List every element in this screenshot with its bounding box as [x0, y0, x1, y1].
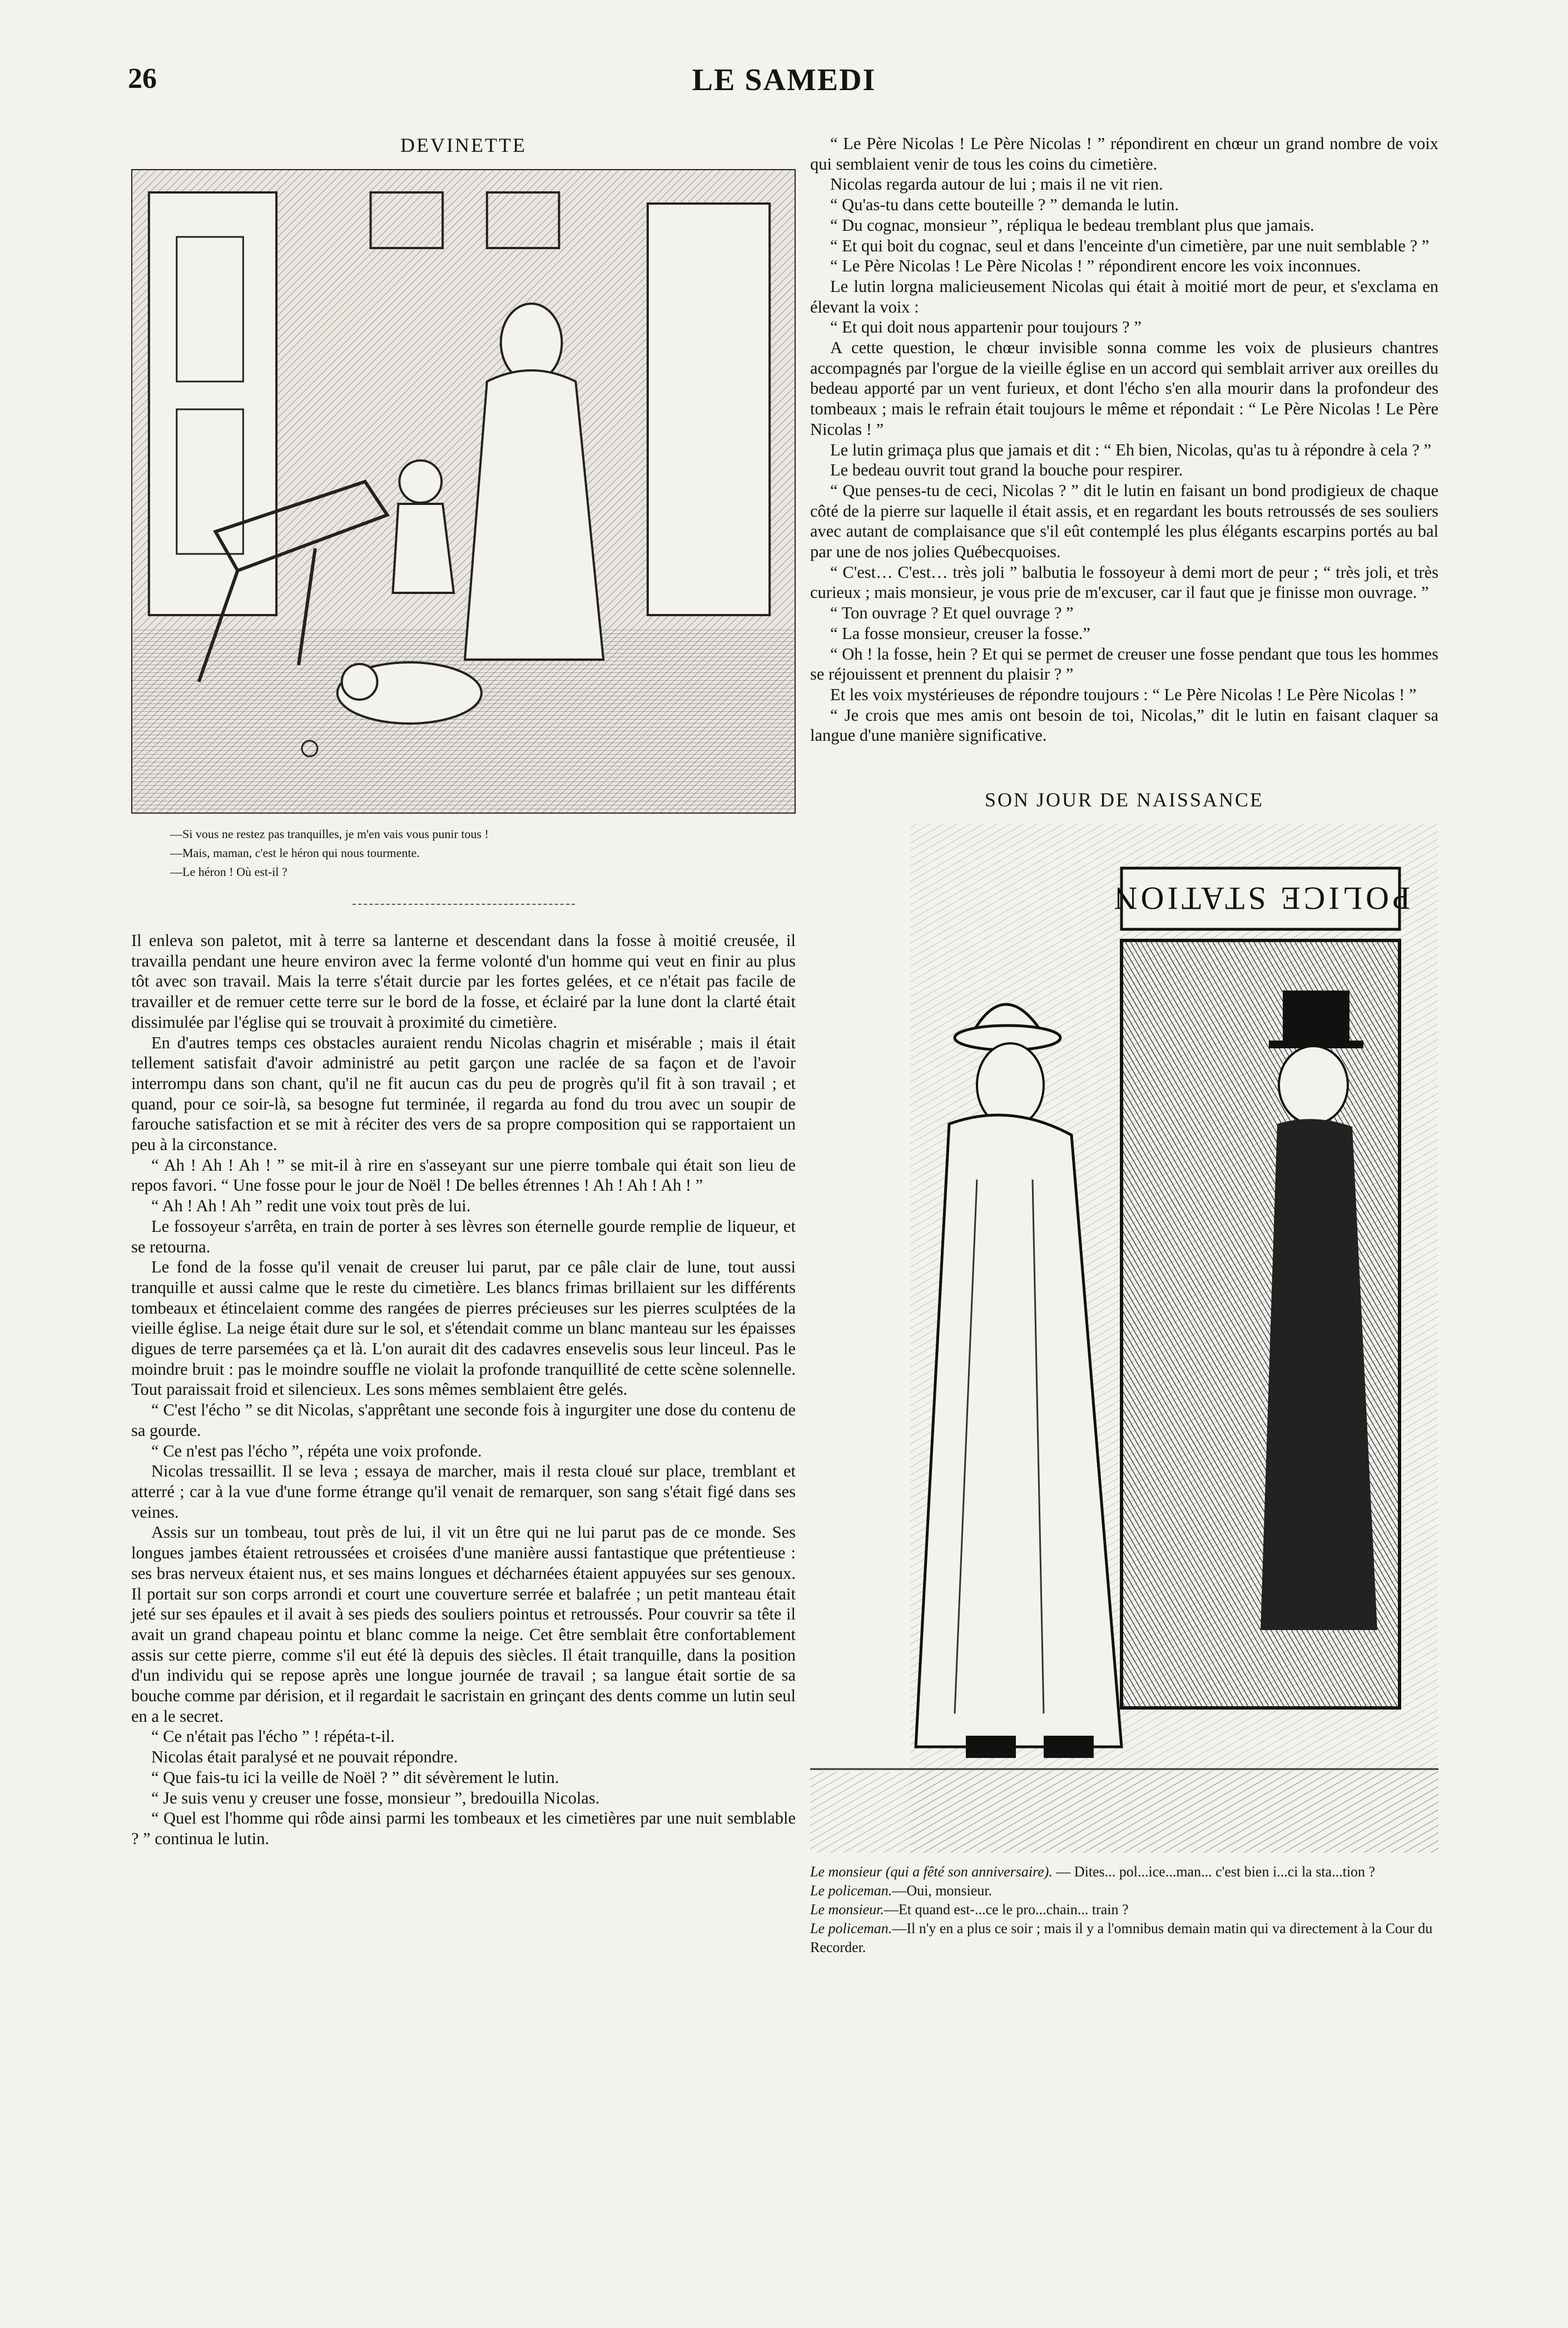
paragraph: Nicolas regarda autour de lui ; mais il ne vit rien.	[830, 175, 1163, 194]
paragraph: “ Je crois que mes amis ont besoin de toi, Nicolas,” dit le lutin en faisant claquer sa langue d'une manière significative.	[810, 705, 1438, 745]
paragraph: Le fond de la fosse qu'il venait de creuser lui parut, par ce pâle clair de lune, tout aussi tranquille et aussi calme que le reste du cimetière. Les blancs frimas brillaient sur les différents tombeaux et étincelaient comme des rangées de pierres précieuses sur les pierres sculptées de la vieille église. La neige était dure sur le sol, et s'étendait comme un blanc manteau sur les épaisses digues de terre parsemées ça et là. L'on aurait dit des cadavres ensevelis sous leur linceul. Pas le moindre bruit : pas le moindre souffle ne violait la profonde tranquillité de cette scène solennelle. Tout paraissait froid et silencieux. Les sons mêmes semblaient être gelés.	[131, 1257, 796, 1399]
paragraph: “ Le Père Nicolas ! Le Père Nicolas ! ” répondirent en chœur un grand nombre de voix qui semblaient venir de tous les coins du cimetière.	[810, 134, 1438, 174]
paragraph: “ Du cognac, monsieur ”, répliqua le bedeau tremblant plus que jamais.	[830, 215, 1314, 235]
paragraph: “ Ce n'est pas l'écho ”, répéta une voix profonde.	[151, 1441, 482, 1460]
masthead-title: LE SAMEDI	[692, 63, 876, 97]
dialogue-text: —Oui, monsieur.	[892, 1883, 993, 1899]
paragraph: Le lutin grimaça plus que jamais et dit : “ Eh bien, Nicolas, qu'as tu à répondre à cela ? ”	[830, 440, 1432, 459]
left-column	[131, 133, 796, 1849]
page-number: 26	[128, 63, 157, 95]
paragraph: “ La fosse monsieur, creuser la fosse.”	[830, 623, 1090, 643]
dialogue-line	[810, 1863, 1438, 1881]
speaker: Le monsieur (qui a fêté son anniversaire).	[810, 1864, 1053, 1880]
speaker: Le policeman.	[810, 1920, 892, 1937]
paragraph: “ Ce n'était pas l'écho ” ! répéta-t-il.	[151, 1727, 395, 1746]
paragraph: Assis sur un tombeau, tout près de lui, il vit un être qui ne lui parut pas de ce monde. Ses longues jambes étaient retroussées et croisées d'une manière aussi fantastique que prétentieuse : ses bras nerveux étaient nus, et ses mains longues et décharnées étaient appuyées sur ses genoux. Il portait sur son corps arrondi et court une couverture serrée et balafrée ; un petit manteau était jeté sur ses épaules et il avait à ses pieds des souliers pointus et retroussés. Pour couvrir sa tête il avait un grand chapeau pointu et blanc comme la neige. Cet être semblait être confortablement assis sur cette pierre, comme s'il eut été là depuis des siècles. Il était tranquille, dans la position d'un individu qui se repose après une longue journée de travail ; sa langue était sortie de sa bouche comme par dérision, et il regardait le sacristain en grinçant des dents comme un lutin seul en a le secret.	[131, 1523, 796, 1726]
sign-text: POLICE STATION	[1110, 880, 1411, 917]
page-header	[128, 62, 1440, 101]
puzzle-caption	[131, 825, 796, 881]
paragraph: “ Qu'as-tu dans cette bouteille ? ” demanda le lutin.	[830, 195, 1179, 215]
paragraph: Le fossoyeur s'arrêta, en train de porter à ses lèvres son éternelle gourde remplie de liqueur, et se retourna.	[131, 1216, 796, 1256]
dialogue-line	[810, 1919, 1438, 1957]
dialogue-text: —Et quand est-...ce le pro...chain... train ?	[884, 1901, 1129, 1918]
puzzle-illustration	[131, 169, 796, 814]
dialogue-text: —Il n'y en a plus ce soir ; mais il y a l'omnibus demain matin qui va directement à la Cour du Recorder.	[810, 1920, 1433, 1956]
birthday-title: SON JOUR DE NAISSANCE	[984, 789, 1264, 811]
caption-line: —Le héron ! Où est-il ?	[170, 865, 287, 879]
paragraph: A cette question, le chœur invisible sonna comme les voix de plusieurs chantres accompagnés par l'orgue de la vieille église en un accord qui semblait arriver aux oreilles du bedeau apporté par un vent furieux, et dont l'écho s'en alla mourir dans la profondeur des tombeaux ; mais le refrain était toujours le même et répondait : “ Le Père Nicolas ! Le Père Nicolas ! ”	[810, 338, 1438, 439]
speaker: Le monsieur.	[810, 1901, 884, 1918]
paragraph: Nicolas était paralysé et ne pouvait répondre.	[151, 1747, 458, 1767]
story-right	[810, 133, 1438, 746]
paragraph: “ C'est l'écho ” se dit Nicolas, s'apprêtant une seconde fois à ingurgiter une dose du contenu de sa gourde.	[131, 1400, 796, 1440]
caption-line: —Mais, maman, c'est le héron qui nous tourmente.	[170, 846, 420, 860]
dialogue-line	[810, 1900, 1438, 1919]
puzzle-title: DEVINETTE	[400, 134, 527, 156]
paragraph: “ Ton ouvrage ? Et quel ouvrage ? ”	[830, 603, 1074, 623]
birthday-caption	[810, 1863, 1438, 1957]
dialogue-line	[810, 1881, 1438, 1900]
separator-rule	[353, 904, 575, 905]
paragraph: “ Je suis venu y creuser une fosse, monsieur ”, bredouilla Nicolas.	[151, 1788, 600, 1807]
paragraph: “ Que fais-tu ici la veille de Noël ? ” dit sévèrement le lutin.	[151, 1767, 559, 1787]
paragraph: “ Ah ! Ah ! Ah ” redit une voix tout près de lui.	[151, 1196, 471, 1216]
paragraph: “ Et qui doit nous appartenir pour toujours ? ”	[830, 318, 1142, 337]
right-column	[810, 133, 1438, 1957]
paragraph: “ Quel est l'homme qui rôde ainsi parmi les tombeaux et les cimetières par une nuit semblable ? ” continua le lutin.	[131, 1809, 796, 1848]
paragraph: Le bedeau ouvrit tout grand la bouche pour respirer.	[830, 460, 1183, 480]
paragraph: “ Oh ! la fosse, hein ? Et qui se permet de creuser une fosse pendant que tous les hommes se réjouissent et prennent du plaisir ? ”	[810, 644, 1438, 684]
birthday-illustration	[810, 824, 1438, 1853]
paragraph: Le lutin lorgna malicieusement Nicolas qui était à moitié mort de peur, et s'exclama en élevant la voix :	[810, 276, 1438, 316]
paragraph: Et les voix mystérieuses de répondre toujours : “ Le Père Nicolas ! Le Père Nicolas ! ”	[830, 685, 1417, 704]
paragraph: “ C'est… C'est… très joli ” balbutia le fossoyeur à demi mort de peur ; “ très joli, et très curieux ; mais monsieur, je vous prie de m'excuser, car il faut que je finisse mon ouvrage. ”	[810, 562, 1438, 602]
paragraph: En d'autres temps ces obstacles auraient rendu Nicolas chagrin et misérable ; mais il était tellement satisfait d'avoir administré au petit garçon une raclée de sa façon et de l'avoir interrompu dans son chant, qu'il ne fit aucun cas du peu de progrès qu'il fit à son travail ; et quand, pour ce soir-là, sa besogne fut terminée, il regarda au fond du trou avec un soupir de farouche satisfaction et se mit à réciter des vers de sa propre composition qui se rapportaient un peu à la circonstance.	[131, 1033, 796, 1155]
paragraph: “ Le Père Nicolas ! Le Père Nicolas ! ” répondirent encore les voix inconnues.	[830, 256, 1361, 276]
story-left	[131, 930, 796, 1849]
caption-line: —Si vous ne restez pas tranquilles, je m'en vais vous punir tous !	[170, 827, 489, 841]
paragraph: Il enleva son paletot, mit à terre sa lanterne et descendant dans la fosse à moitié creusée, il travailla pendant une heure environ avec la ferme volonté d'un homme qui veut en finir au plus tôt avec son travail. Mais la terre s'était durcie par les fortes gelées, et ce n'était pas facile de travailler et de remuer cette terre sur le bord de la fosse, et éclairé par la lune dont la clarté était dissimulée par l'église qui se trouvait à proximité du cimetière.	[131, 931, 796, 1032]
paragraph: “ Ah ! Ah ! Ah ! ” se mit-il à rire en s'asseyant sur une pierre tombale qui était son lieu de repos favori. “ Une fosse pour le jour de Noël ! De belles étrennes ! Ah ! Ah ! Ah ! ”	[131, 1155, 796, 1195]
speaker: Le policeman.	[810, 1883, 892, 1899]
paragraph: “ Que penses-tu de ceci, Nicolas ? ” dit le lutin en faisant un bond prodigieux de chaque côté de la pierre sur laquelle il était assis, et en regardant les bouts retroussés de ses souliers avec autant de complaisance que s'il eût contemplé les plus élégants escarpins portés au bal par une de nos jolies Québecquoises.	[810, 481, 1438, 562]
dialogue-text: — Dites... pol...ice...man... c'est bien i...ci la sta...tion ?	[1052, 1864, 1376, 1880]
paragraph: “ Et qui boit du cognac, seul et dans l'enceinte d'un cimetière, par une nuit semblable ? ”	[830, 236, 1430, 255]
paragraph: Nicolas tressaillit. Il se leva ; essaya de marcher, mais il resta cloué sur place, tremblant et atterré ; car à la vue d'une forme étrange qu'il venait de remarquer, son sang s'était figé dans ses veines.	[131, 1462, 796, 1522]
